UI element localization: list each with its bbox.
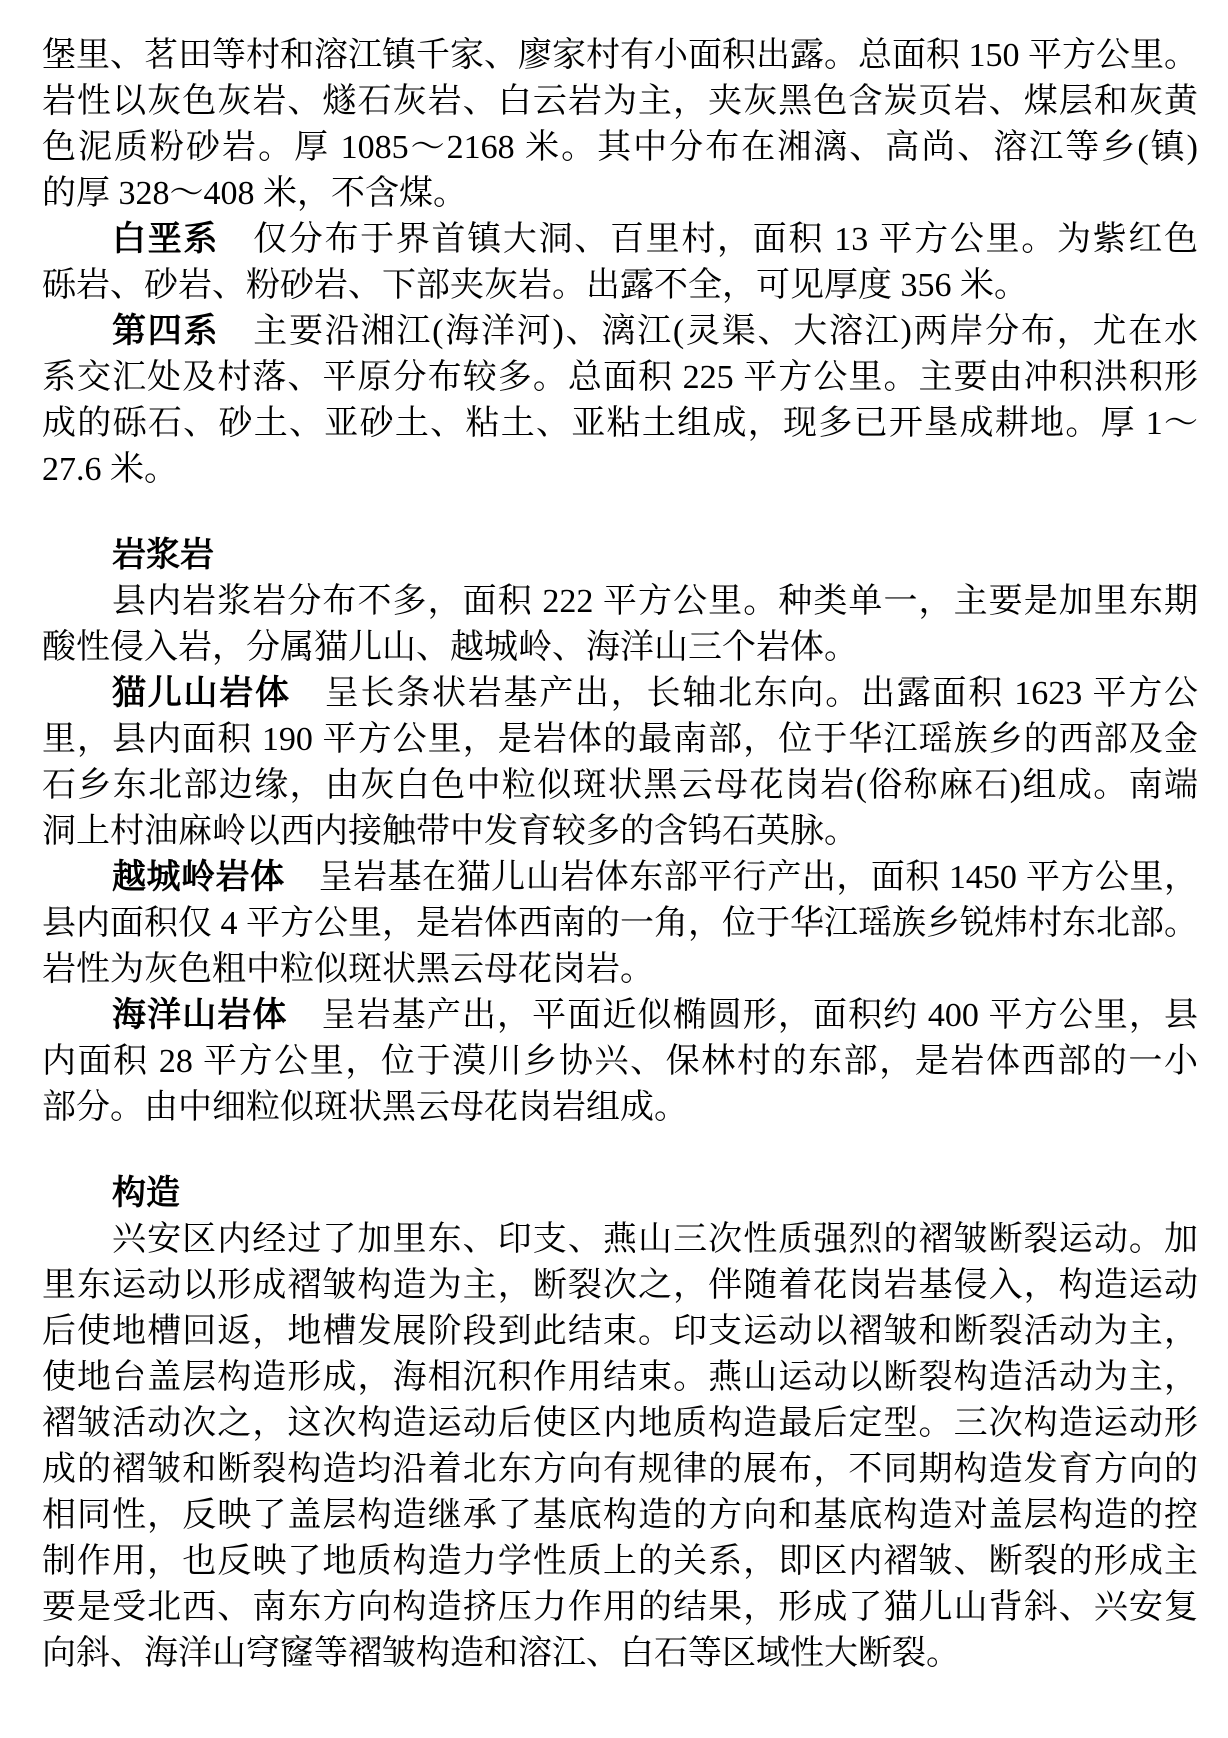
text-line xyxy=(42,171,1198,217)
section-spacer xyxy=(42,493,1198,533)
section xyxy=(42,493,1198,1131)
line-text: 部分。由中细粒似斑状黑云母花岗岩组成。 xyxy=(42,1089,688,1126)
line-text: 酸性侵入岩，分属猫儿山、越城岭、海洋山三个岩体。 xyxy=(42,629,858,666)
line-text: 县内面积仅 4 平方公里，是岩体西南的一角，位于华江瑶族乡锐炜村东北部。 xyxy=(42,905,1198,942)
text-line xyxy=(42,1447,1198,1493)
line-text: 色泥质粉砂岩。厚 1085～2168 米。其中分布在湘漓、高尚、溶江等乡(镇) xyxy=(42,129,1198,166)
text-line xyxy=(42,309,1198,355)
text-line xyxy=(42,1539,1198,1585)
paragraph xyxy=(42,855,1198,993)
paragraph xyxy=(42,579,1198,671)
line-text: 洞上村油麻岭以西内接触带中发育较多的含钨石英脉。 xyxy=(42,813,858,850)
paragraph xyxy=(42,1217,1198,1677)
text-line xyxy=(42,401,1198,447)
section-heading: 构造 xyxy=(112,1175,180,1212)
text-line xyxy=(42,125,1198,171)
section-spacer xyxy=(42,1131,1198,1171)
text-line xyxy=(42,1263,1198,1309)
paragraph xyxy=(42,309,1198,493)
text-line xyxy=(42,79,1198,125)
document-page xyxy=(42,33,1198,1677)
line-text: 后使地槽回返，地槽发展阶段到此结束。印支运动以褶皱和断裂活动为主， xyxy=(42,1313,1198,1350)
line-text: 仅分布于界首镇大洞、百里村，面积 13 平方公里。为紫红色 xyxy=(253,221,1199,258)
line-text: 里，县内面积 190 平方公里，是岩体的最南部，位于华江瑶族乡的西部及金 xyxy=(42,721,1198,758)
line-text: 27.6 米。 xyxy=(42,451,178,488)
line-text: 兴安区内经过了加里东、印支、燕山三次性质强烈的褶皱断裂运动。加 xyxy=(112,1221,1198,1258)
paragraph-lead-term: 越城岭岩体 xyxy=(112,859,285,896)
line-text: 要是受北西、南东方向构造挤压力作用的结果，形成了猫儿山背斜、兴安复 xyxy=(42,1589,1198,1626)
text-line xyxy=(42,1631,1198,1677)
text-line xyxy=(42,1585,1198,1631)
line-text: 呈岩基在猫儿山岩体东部平行产出，面积 1450 平方公里， xyxy=(318,859,1199,896)
text-line xyxy=(42,1355,1198,1401)
text-line xyxy=(42,1493,1198,1539)
text-line xyxy=(42,625,1198,671)
text-line xyxy=(42,1039,1198,1085)
line-text: 石乡东北部边缘，由灰白色中粒似斑状黑云母花岗岩(俗称麻石)组成。南端 xyxy=(42,767,1198,804)
line-text: 岩性为灰色粗中粒似斑状黑云母花岗岩。 xyxy=(42,951,654,988)
line-text: 主要沿湘江(海洋河)、漓江(灵渠、大溶江)两岸分布，尤在水 xyxy=(253,313,1198,350)
paragraph xyxy=(42,671,1198,855)
text-line xyxy=(42,1085,1198,1131)
text-line xyxy=(42,763,1198,809)
text-line xyxy=(42,809,1198,855)
text-line xyxy=(42,855,1198,901)
paragraph-lead-term: 第四系 xyxy=(112,313,220,350)
text-line xyxy=(42,355,1198,401)
line-text: 向斜、海洋山穹窿等褶皱构造和溶江、白石等区域性大断裂。 xyxy=(42,1635,960,1672)
text-line xyxy=(42,263,1198,309)
text-line xyxy=(42,1401,1198,1447)
text-line xyxy=(42,993,1198,1039)
line-text: 相同性，反映了盖层构造继承了基底构造的方向和基底构造对盖层构造的控 xyxy=(42,1497,1198,1534)
line-text: 制作用，也反映了地质构造力学性质上的关系，即区内褶皱、断裂的形成主 xyxy=(42,1543,1198,1580)
text-line xyxy=(42,447,1198,493)
text-line xyxy=(42,901,1198,947)
line-text: 堡里、茗田等村和溶江镇千家、廖家村有小面积出露。总面积 150 平方公里。 xyxy=(42,37,1198,74)
section-heading: 岩浆岩 xyxy=(112,537,214,574)
line-text: 的厚 328～408 米，不含煤。 xyxy=(42,175,467,212)
text-line xyxy=(42,947,1198,993)
text-line xyxy=(42,1217,1198,1263)
line-text: 成的褶皱和断裂构造均沿着北东方向有规律的展布，不同期构造发育方向的 xyxy=(42,1451,1198,1488)
text-line xyxy=(42,33,1198,79)
section xyxy=(42,1131,1198,1677)
paragraph xyxy=(42,33,1198,217)
line-text: 县内岩浆岩分布不多，面积 222 平方公里。种类单一，主要是加里东期 xyxy=(112,583,1198,620)
text-line xyxy=(42,717,1198,763)
line-text: 岩性以灰色灰岩、燧石灰岩、白云岩为主，夹灰黑色含炭页岩、煤层和灰黄 xyxy=(42,83,1198,120)
line-text: 系交汇处及村落、平原分布较多。总面积 225 平方公里。主要由冲积洪积形 xyxy=(42,359,1198,396)
paragraph-lead-term: 白垩系 xyxy=(112,221,220,258)
line-text: 砾岩、砂岩、粉砂岩、下部夹灰岩。出露不全，可见厚度 356 米。 xyxy=(42,267,1028,304)
line-text: 成的砾石、砂土、亚砂土、粘土、亚粘土组成，现多已开垦成耕地。厚 1～ xyxy=(42,405,1198,442)
paragraph xyxy=(42,217,1198,309)
paragraph xyxy=(42,993,1198,1131)
line-text: 呈岩基产出，平面近似椭圆形，面积约 400 平方公里，县 xyxy=(321,997,1199,1034)
paragraph-lead-term: 海洋山岩体 xyxy=(112,997,288,1034)
paragraph-lead-term: 猫儿山岩体 xyxy=(112,675,291,712)
line-text: 呈长条状岩基产出，长轴北东向。出露面积 1623 平方公 xyxy=(324,675,1198,712)
line-text: 使地台盖层构造形成，海相沉积作用结束。燕山运动以断裂构造活动为主， xyxy=(42,1359,1198,1396)
text-line xyxy=(42,579,1198,625)
text-line xyxy=(42,671,1198,717)
line-text: 里东运动以形成褶皱构造为主，断裂次之，伴随着花岗岩基侵入，构造运动 xyxy=(42,1267,1198,1304)
line-text: 褶皱活动次之，这次构造运动后使区内地质构造最后定型。三次构造运动形 xyxy=(42,1405,1198,1442)
text-line xyxy=(42,217,1198,263)
line-text: 内面积 28 平方公里，位于漠川乡协兴、保林村的东部，是岩体西部的一小 xyxy=(42,1043,1198,1080)
text-line xyxy=(42,1309,1198,1355)
section xyxy=(42,33,1198,493)
